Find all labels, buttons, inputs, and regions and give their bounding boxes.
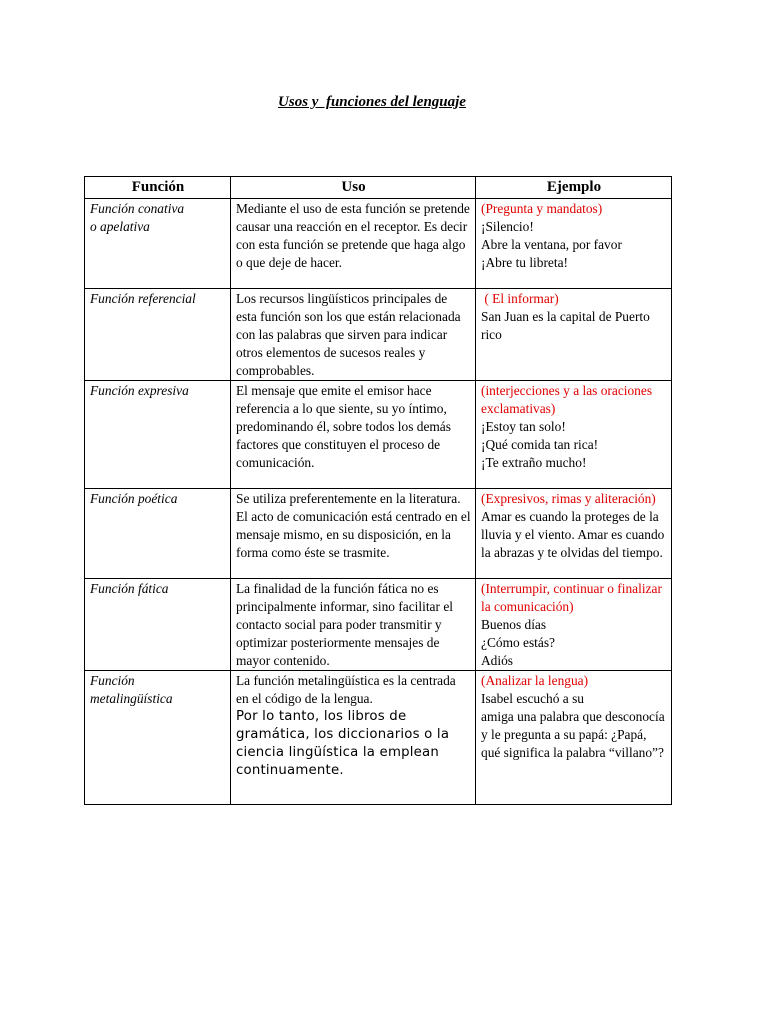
funcion-cell [85,489,231,579]
funcion-cell [85,579,231,671]
header-uso: Uso [231,177,476,199]
ejemplo-cell [476,289,672,381]
table-row [85,381,672,489]
ejemplo-cell [476,381,672,489]
uso-cell [231,199,476,289]
uso-text: Los recursos lingüísticos principales de esta función son los que están relacionada con las palabras que sirven para indicar otros elementos de sucesos reales y comprobables. [236,291,461,378]
funcion-cell [85,289,231,381]
uso-text: La función metalingüística es la centrada en el código de la lengua. [236,673,456,706]
ejemplo-tag: (Interrumpir, continuar o finalizar la comunicación) [481,581,662,614]
funcion-cell [85,671,231,805]
ejemplo-cell [476,671,672,805]
funcion-name: Función metalingüística [90,673,173,706]
ejemplo-tag: ( El informar) [481,291,559,306]
ejemplo-text: San Juan es la capital de Puerto rico [481,309,650,342]
uso-text: Se utiliza preferentemente en la literatura. El acto de comunicación está centrado en el mensaje mismo, en su disposición, en la forma como éste se trasmite. [236,491,471,560]
ejemplo-cell [476,489,672,579]
uso-cell [231,671,476,805]
uso-cell [231,289,476,381]
uso-extra-text: Por lo tanto, los libros de gramática, los diccionarios o la ciencia lingüística la emplean continuamente. [236,709,450,778]
uso-cell [231,381,476,489]
table-row [85,671,672,805]
ejemplo-text: Isabel escuchó a su amiga una palabra que desconocía y le pregunta a su papá: ¿Papá, qué significa la palabra “villano”? [481,691,665,760]
table-header-row [85,177,672,199]
table-row [85,579,672,671]
funcion-name: Función fática [90,581,169,596]
ejemplo-cell [476,199,672,289]
funcion-name: Función conativa o apelativa [90,201,185,234]
uso-text: El mensaje que emite el emisor hace referencia a lo que siente, su yo íntimo, predominando él, sobre todos los demás factores que constituyen el proceso de comunicación. [236,383,451,470]
uso-text: La finalidad de la función fática no es principalmente informar, sino facilitar el contacto social para poder transmitir y optimizar posteriormente mensajes de mayor contenido. [236,581,453,668]
ejemplo-tag: (Analizar la lengua) [481,673,589,688]
ejemplo-tag: (interjecciones y a las oraciones exclamativas) [481,383,653,416]
header-ejemplo: Ejemplo [476,177,672,199]
funcion-cell [85,199,231,289]
ejemplo-text: Amar es cuando la proteges de la lluvia y el viento. Amar es cuando la abrazas y te olvidas del tiempo. [481,509,665,560]
page-title: Usos y funciones del lenguaje [278,94,466,110]
funcion-name: Función poética [90,491,178,506]
uso-cell [231,489,476,579]
ejemplo-cell [476,579,672,671]
funcion-name: Función referencial [90,291,196,306]
ejemplo-text: ¡Silencio! Abre la ventana, por favor ¡Abre tu libreta! [481,219,622,270]
header-funcion: Función [85,177,231,199]
table-row [85,489,672,579]
funcion-cell [85,381,231,489]
funcion-name: Función expresiva [90,383,189,398]
ejemplo-tag: (Expresivos, rimas y aliteración) [481,491,656,506]
ejemplo-text: ¡Estoy tan solo! ¡Qué comida tan rica! ¡Te extraño mucho! [481,419,599,470]
uso-text: Mediante el uso de esta función se pretende causar una reacción en el receptor. Es decir con esta función se pretende que haga algo o que deje de hacer. [236,201,470,270]
table-row [85,289,672,381]
uso-cell [231,579,476,671]
ejemplo-tag: (Pregunta y mandatos) [481,201,603,216]
ejemplo-text: Buenos días ¿Cómo estás? Adiós [481,617,556,668]
table-row [85,199,672,289]
functions-table [84,176,672,805]
